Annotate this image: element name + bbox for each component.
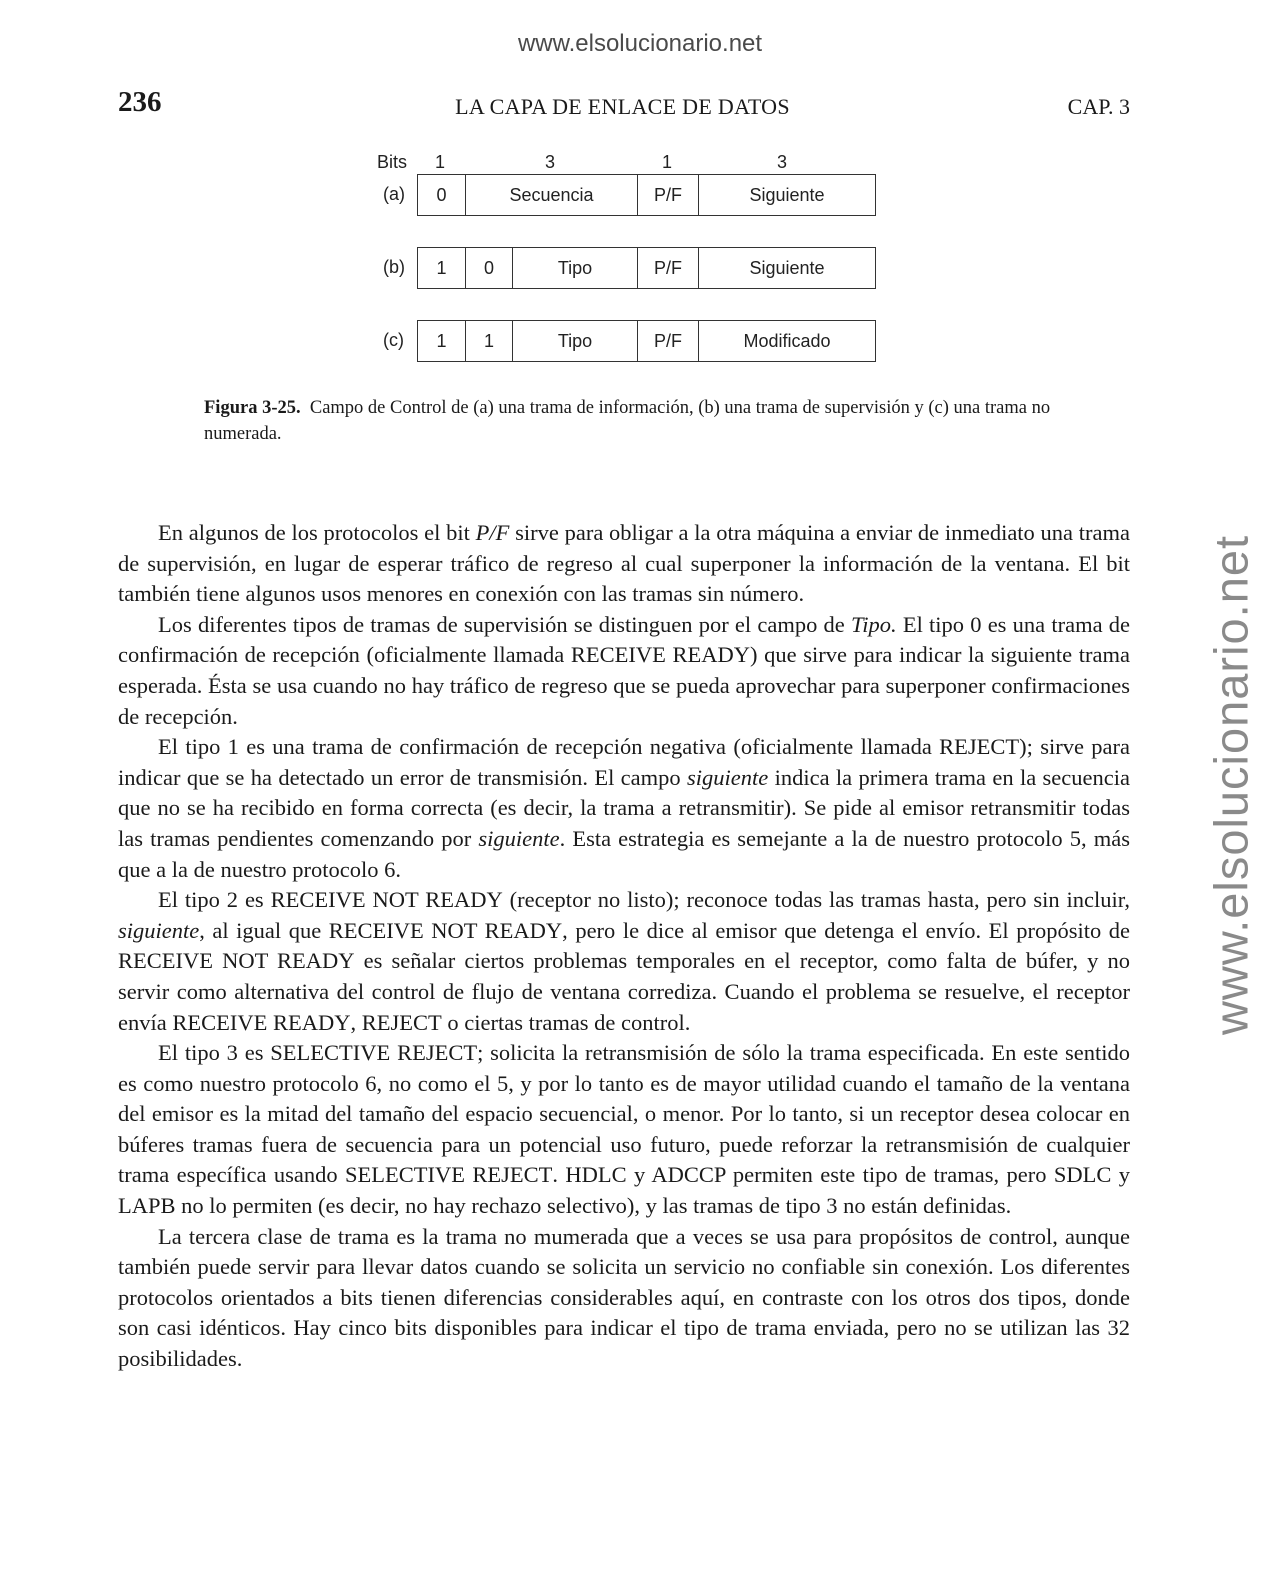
cell-c-tipo: Tipo	[512, 321, 637, 361]
cell-c-pf: P/F	[637, 321, 698, 361]
watermark-top: www.elsolucionario.net	[517, 30, 763, 57]
bit-width-4: 3	[777, 152, 788, 172]
paragraph-5: El tipo 3 es SELECTIVE REJECT; solicita la retransmisión de sólo la trama especificada. En este sentido es como nuestro protocolo 6, no como el 5, y por lo tanto es de mayor utilidad cuando el tamaño de la ventana del emisor es la mitad del tamaño del espacio secuencial, o menor. Por lo tanto, si un receptor desea colocar en búferes tramas fuera de secuencia para un potencial uso futuro, puede reforzar la retransmisión de cualquier trama específica usando SELECTIVE REJECT. HDLC y ADCCP permiten este tipo de tramas, pero SDLC y LAPB no lo permiten (es decir, no hay rechazo selectivo), y las tramas de tipo 3 no están definidas.	[118, 1040, 1130, 1219]
cell-b-siguiente: Siguiente	[698, 248, 875, 288]
cell-b-bit2: 0	[465, 248, 512, 288]
paragraph-6: La tercera clase de trama es la trama no mumerada que a veces se usa para propósitos de control, aunque también puede servir para llevar datos cuando se solicita un servicio no confiable sin conexión. Los diferentes protocolos orientados a bits tienen diferencias considerables aquí, en contraste con los otros dos tipos, donde son casi idénticos. Hay cinco bits disponibles para indicar el tipo de trama enviada, pero no se utilizan las 32 posibilidades.	[118, 1223, 1130, 1372]
caption-text: Campo de Control de (a) una trama de información, (b) una trama de supervisión y (c) una trama no numerada.	[204, 398, 1051, 444]
frame-row-c	[417, 320, 876, 362]
bit-width-1: 1	[435, 152, 446, 172]
figure-caption	[204, 395, 1064, 447]
frame-row-a	[417, 174, 876, 216]
cell-b-tipo: Tipo	[512, 248, 637, 288]
page-number: 236	[118, 86, 162, 118]
caption-label: Figura 3-25.	[204, 398, 301, 418]
row-b-label: (b)	[383, 257, 405, 277]
paragraph-2: Los diferentes tipos de tramas de supervisión se distinguen por el campo de Tipo. El tipo 0 es una trama de confirmación de recepción (oficialmente llamada RECEIVE READY) que sirve para indicar la siguiente trama esperada. Ésta se usa cuando no hay tráfico de regreso que se pueda aprovechar para superponer confirmaciones de recepción.	[118, 611, 1130, 729]
cell-a-secuencia: Secuencia	[465, 175, 637, 215]
cell-c-bit2: 1	[465, 321, 512, 361]
paragraph-1: En algunos de los protocolos el bit P/F sirve para obligar a la otra máquina a enviar de inmediato una trama de supervisión, en lugar de esperar tráfico de regreso al cual superponer la información de la ventana. El bit también tiene algunos usos menores en conexión con las tramas sin número.	[118, 520, 1130, 607]
chapter-label: CAP. 3	[1067, 94, 1130, 119]
cell-a-pf: P/F	[637, 175, 698, 215]
body-text	[118, 518, 1130, 1375]
cell-b-pf: P/F	[637, 248, 698, 288]
running-title: LA CAPA DE ENLACE DE DATOS	[455, 94, 790, 119]
paragraph-3: El tipo 1 es una trama de confirmación de recepción negativa (oficialmente llamada REJECT); sirve para indicar que se ha detectado un error de transmisión. El campo siguiente indica la primera trama en la secuencia que no se ha recibido en forma correcta (es decir, la trama a retransmitir). Se pide al emisor retransmitir todas las tramas pendientes comenzando por siguiente. Esta estrategia es semejante a la de nuestro protocolo 5, más que a la de nuestro protocolo 6.	[118, 734, 1131, 882]
frame-row-b	[417, 247, 876, 289]
cell-a-bit: 0	[436, 184, 447, 205]
cell-a-siguiente: Siguiente	[698, 175, 875, 215]
bits-label: Bits	[377, 152, 408, 172]
cell-c-bit1: 1	[436, 330, 447, 351]
bit-width-3: 1	[662, 152, 673, 172]
row-a-label: (a)	[383, 184, 405, 204]
row-c-label: (c)	[383, 330, 404, 350]
bit-width-2: 3	[545, 152, 556, 172]
cell-b-bit1: 1	[436, 257, 447, 278]
watermark-side-text: www.elsolucionario.net	[1204, 534, 1258, 1036]
cell-c-modificado: Modificado	[698, 321, 875, 361]
paragraph-4: El tipo 2 es RECEIVE NOT READY (receptor no listo); reconoce todas las tramas hasta, pero sin incluir, siguiente, al igual que RECEIVE NOT READY, pero le dice al emisor que detenga el envío. El propósito de RECEIVE NOT READY es señalar ciertos problemas temporales en el receptor, como falta de búfer, y no servir como alternativa del control de flujo de ventana corrediza. Cuando el problema se resuelve, el receptor envía RECEIVE READY, REJECT o ciertas tramas de control.	[118, 887, 1130, 1035]
